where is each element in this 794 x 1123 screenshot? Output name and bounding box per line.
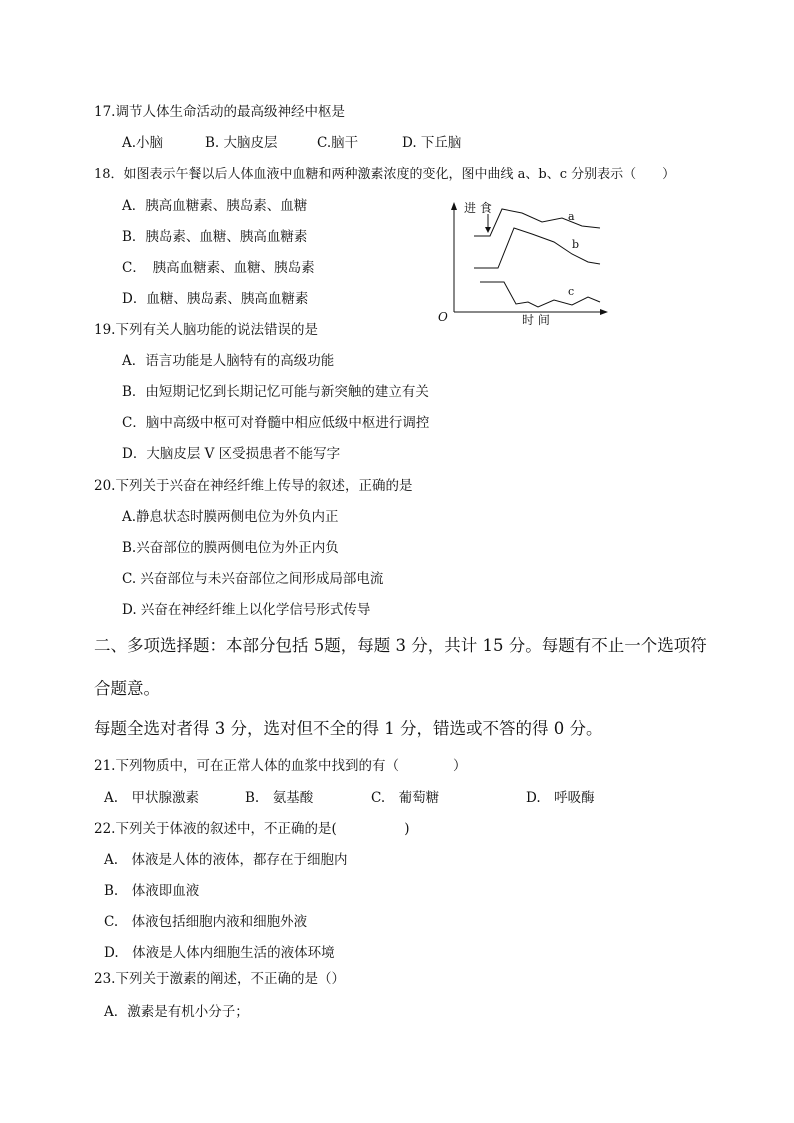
q20-option-d: D. 兴奋在神经纤维上以化学信号形式传导	[122, 602, 371, 618]
curve-a-label: a	[568, 210, 575, 223]
q19-stem: 19.下列有关人脑功能的说法错误的是	[94, 322, 318, 338]
q22-stem: 22.下列关于体液的叙述中，不正确的是( )	[94, 821, 410, 837]
q19-option-c: C．脑中高级中枢可对脊髓中相应低级中枢进行调控	[122, 415, 430, 431]
q17-option-a: A.小脑	[122, 135, 164, 151]
x-axis-label: 时 间	[522, 313, 550, 327]
meal-arrow-head	[485, 227, 491, 233]
q19-option-d: D．大脑皮层 V 区受损患者不能写字	[122, 446, 341, 462]
curve-b-label: b	[572, 238, 580, 251]
curve-c-label: c	[568, 285, 575, 298]
q21-option-c: C. 葡萄糖	[371, 790, 440, 806]
q21-option-d: D. 呼吸酶	[526, 790, 595, 806]
section2-heading-line2: 合题意。	[94, 679, 160, 698]
q18-graph	[432, 196, 612, 328]
q22-option-d: D. 体液是人体内细胞生活的液体环境	[104, 945, 335, 961]
curve-b	[474, 228, 600, 268]
q17-option-c: C.脑干	[317, 135, 359, 151]
q20-option-c: C. 兴奋部位与未兴奋部位之间形成局部电流	[122, 571, 384, 587]
x-axis-arrow	[600, 309, 608, 315]
q19-option-a: A．语言功能是人脑特有的高级功能	[122, 353, 335, 369]
q18-option-d: D．血糖、胰岛素、胰高血糖素	[122, 291, 309, 307]
q21-option-a: A. 甲状腺激素	[104, 790, 200, 806]
q20-option-a: A.静息状态时膜两侧电位为外负内正	[122, 509, 339, 525]
q18-option-c: C． 胰高血糖素、血糖、胰岛素	[122, 260, 315, 276]
curve-c	[480, 282, 600, 307]
q20-option-b: B.兴奋部位的膜两侧电位为外正内负	[122, 540, 339, 556]
origin-label: O	[438, 310, 448, 324]
y-axis-arrow	[451, 202, 457, 210]
q23-stem: 23.下列关于激素的阐述，不正确的是（）	[94, 971, 345, 987]
section2-scoring: 每题全选对者得 3 分，选对但不全的得 1 分，错选或不答的得 0 分。	[94, 719, 603, 738]
q22-option-c: C. 体液包括细胞内液和细胞外液	[104, 914, 308, 930]
q17-stem: 17.调节人体生命活动的最高级神经中枢是	[94, 104, 345, 120]
q20-stem: 20.下列关于兴奋在神经纤维上传导的叙述，正确的是	[94, 478, 413, 494]
curve-a	[474, 209, 600, 236]
meal-label: 进 食	[464, 201, 492, 215]
q19-option-b: B．由短期记忆到长期记忆可能与新突触的建立有关	[122, 384, 429, 400]
q18-stem: 18．如图表示午餐以后人体血液中血糖和两种激素浓度的变化，图中曲线 a、b、c 分别表示（ ）	[94, 167, 676, 182]
q22-option-a: A. 体液是人体的液体，都存在于细胞内	[104, 852, 348, 868]
q18-option-a: A．胰高血糖素、胰岛素、血糖	[122, 198, 308, 214]
q23-option-a: A．激素是有机小分子；	[104, 1004, 249, 1020]
q21-option-b: B. 氨基酸	[245, 790, 314, 806]
q17-option-b: B. 大脑皮层	[205, 135, 278, 151]
q17-option-d: D. 下丘脑	[402, 135, 462, 151]
q22-option-b: B. 体液即血液	[104, 883, 200, 899]
q21-stem: 21.下列物质中，可在正常人体的血浆中找到的有（ ）	[94, 758, 467, 774]
section2-heading-line1: 二、多项选择题：本部分包括 5题，每题 3 分，共计 15 分。每题有不止一个选项符	[94, 636, 707, 655]
q18-option-b: B．胰岛素、血糖、胰高血糖素	[122, 229, 308, 245]
